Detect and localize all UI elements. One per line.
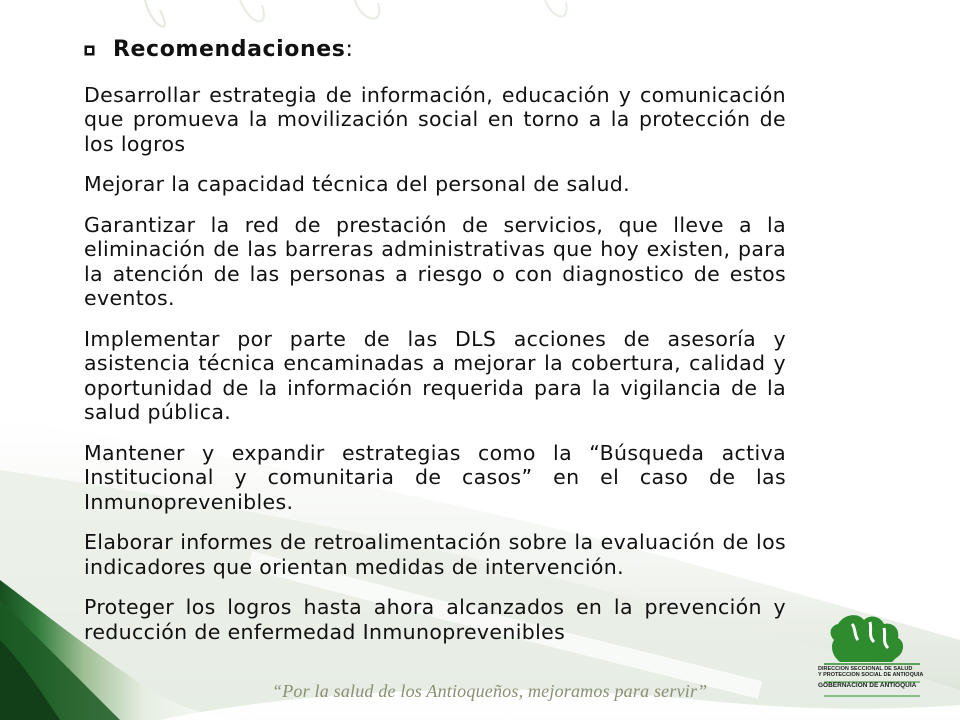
slide-content	[84, 38, 786, 660]
title-colon: :	[345, 37, 354, 62]
paragraph-3: Garantizar la red de prestación de servicios, que lleve a la eliminación de las barreras administrativas que hoy existen, para la atención de las personas a riesgo o con diagnostico de estos eventos.	[84, 212, 786, 310]
paragraph-7: Proteger los logros hasta ahora alcanzados en la prevención y reducción de enfermedad Inmunoprevenibles	[84, 595, 786, 644]
slide-title: Recomendaciones	[113, 37, 346, 62]
title-row	[84, 38, 786, 63]
paragraph-4: Implementar por parte de las DLS acciones de asesoría y asistencia técnica encaminadas a mejorar la cobertura, calidad y oportunidad de la información requerida para la vigilancia de la salud pública.	[84, 326, 786, 424]
logo-text	[818, 666, 930, 690]
logo-line-2: Y PROTECCION SOCIAL DE ANTIOQUIA	[818, 672, 924, 678]
dssa-logo-icon	[800, 606, 940, 716]
square-bullet-icon	[84, 45, 95, 56]
paragraph-6: Elaborar informes de retroalimentación sobre la evaluación de los indicadores que orientan medidas de intervención.	[84, 530, 786, 579]
paragraph-5: Mantener y expandir estrategias como la “Búsqueda activa Institucional y comunitaria de casos” en el caso de las Inmunoprevenibles.	[84, 440, 786, 514]
logo-line-1: DIRECCION SECCIONAL DE SALUD	[818, 666, 913, 672]
footer-slogan: “Por la salud de los Antioqueños, mejoramos para servir”	[272, 681, 708, 701]
paragraph-1: Desarrollar estrategia de información, educación y comunicación que promueva la movilización social en torno a la protección de los logros	[84, 82, 786, 156]
paragraph-2: Mejorar la capacidad técnica del personal de salud.	[84, 172, 631, 196]
logo-line-3: GOBERNACION DE ANTIOQUIA	[818, 682, 917, 689]
